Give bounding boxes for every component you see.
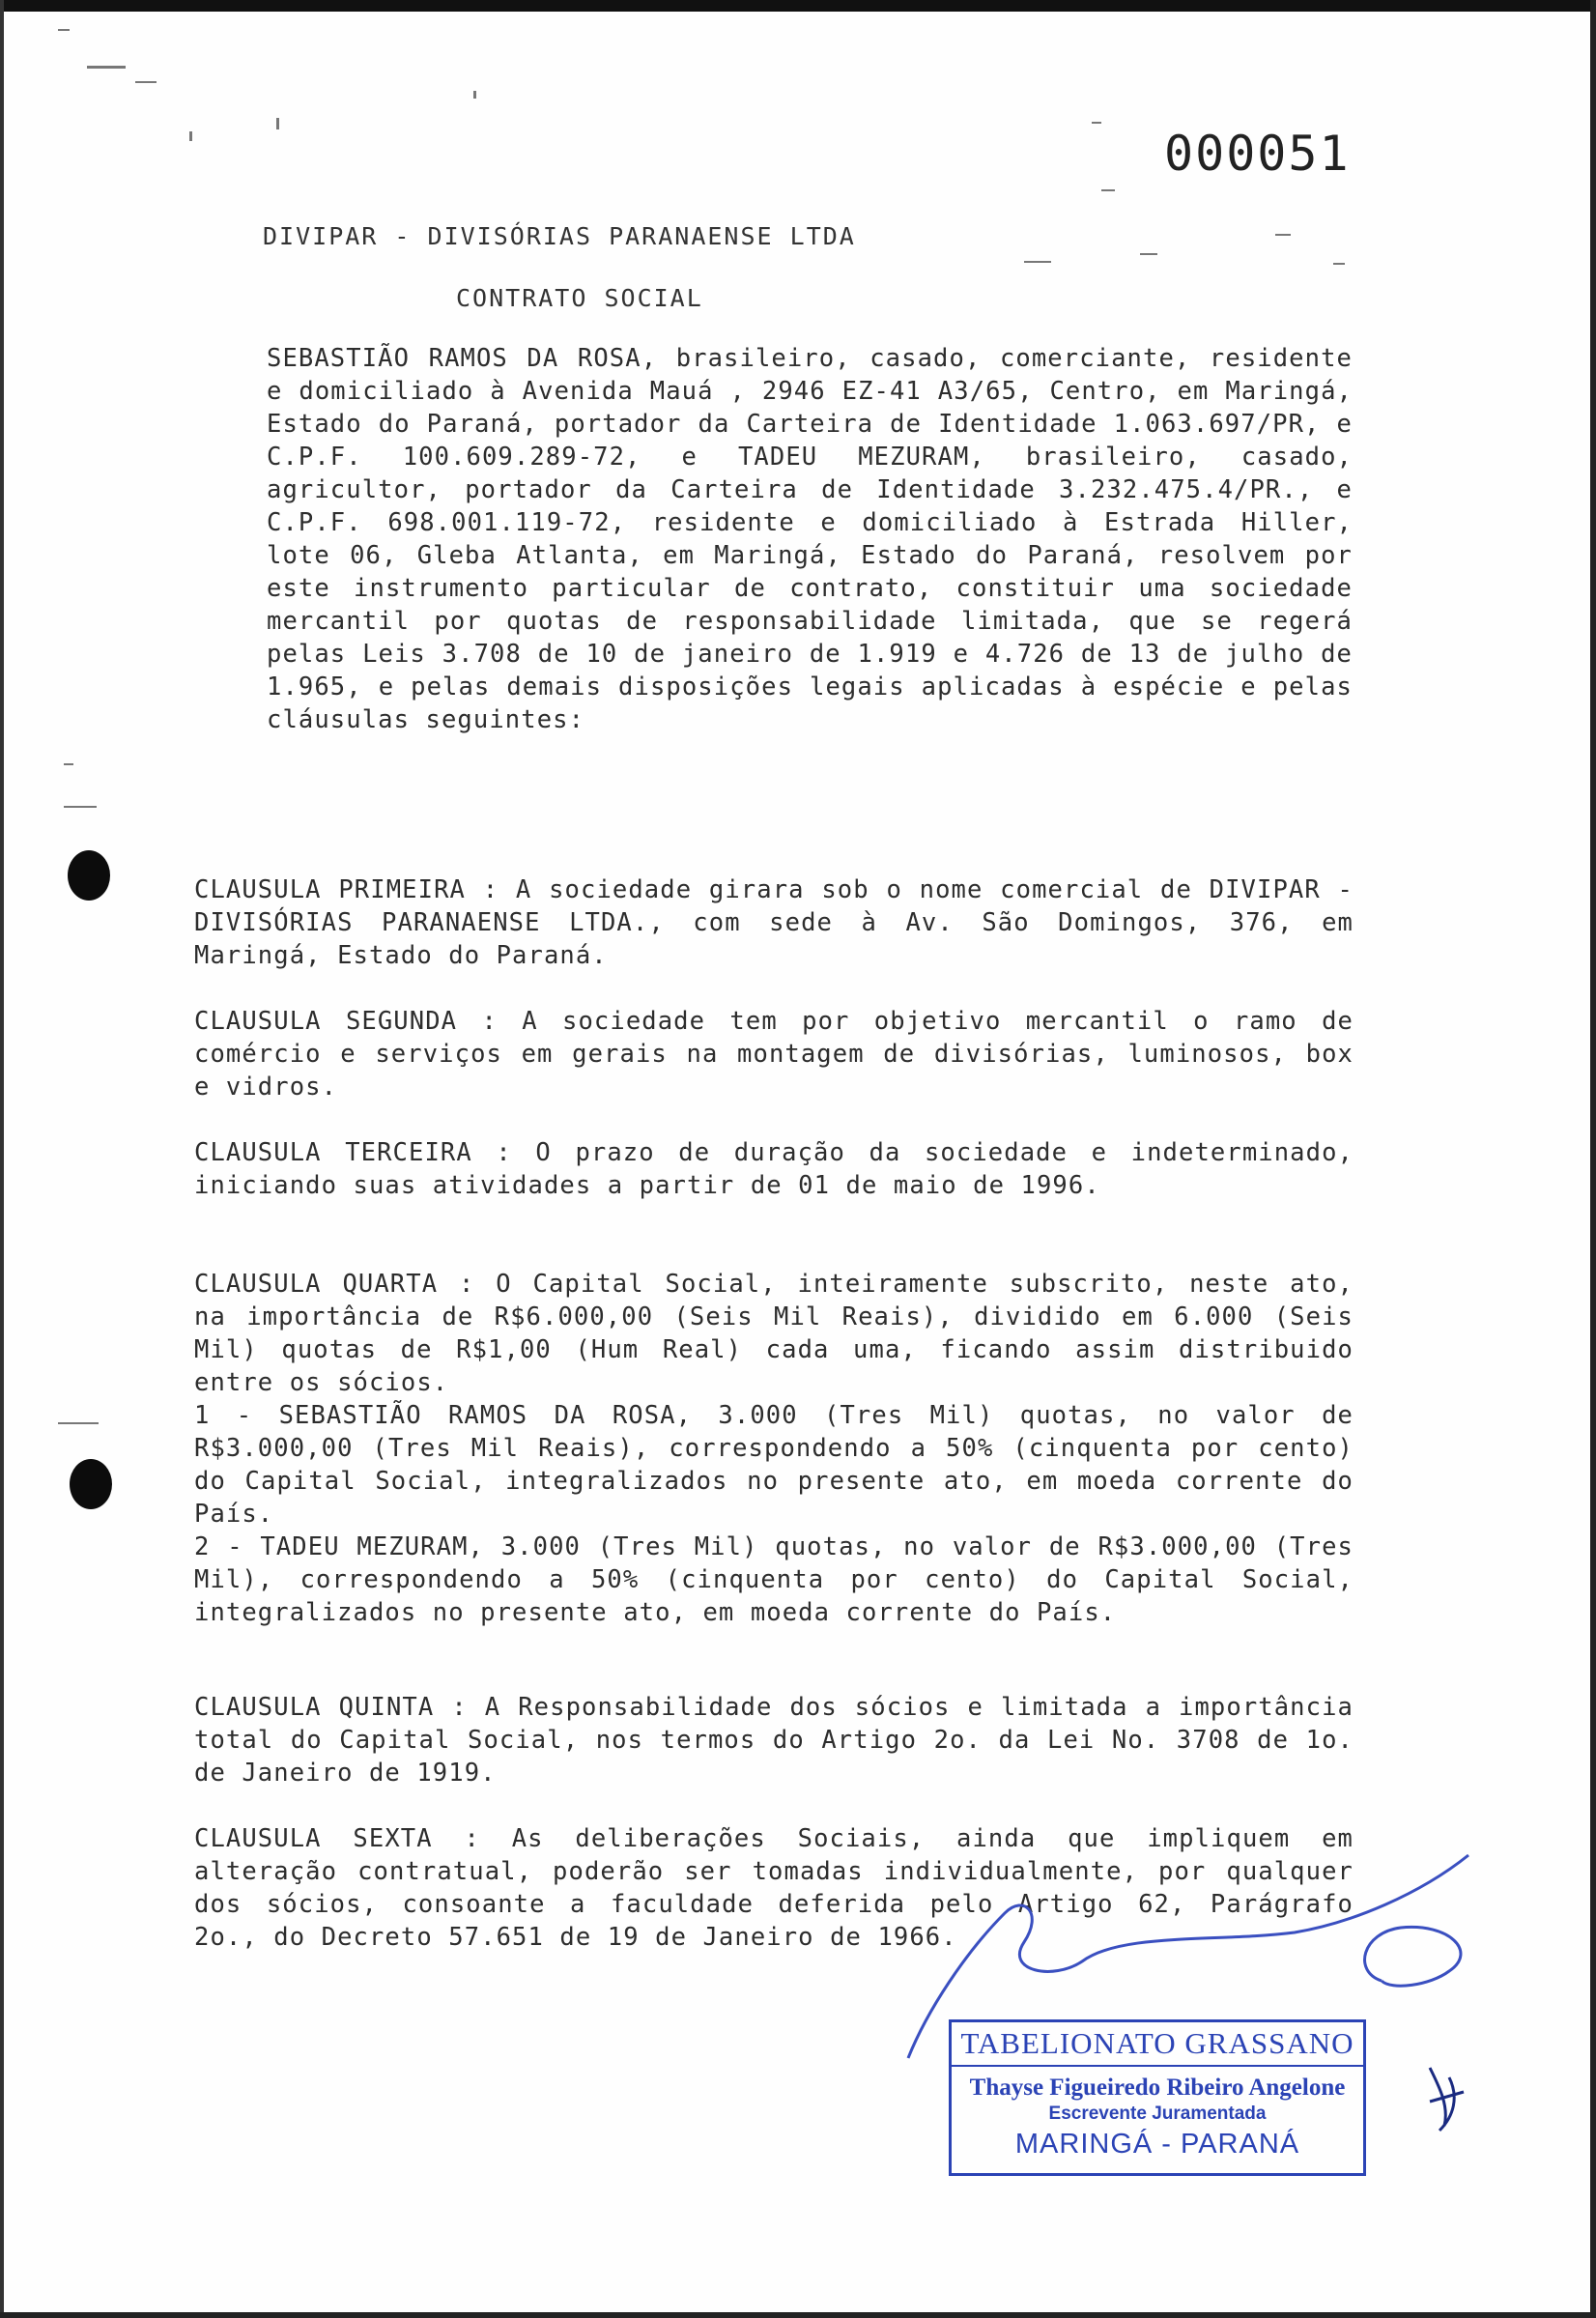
scan-border-top [0, 0, 1596, 12]
stamp-office: TABELIONATO GRASSANO [952, 2026, 1363, 2067]
initials-mark [1430, 2068, 1464, 2131]
scan-speck [1140, 253, 1157, 255]
scan-speck [64, 763, 73, 765]
clause-quarta: CLAUSULA QUARTA : O Capital Social, inteiramente subscrito, neste ato, na importância de R$6.000,00 (Seis Mil Reais), dividido em 6.000 (Seis Mil) quotas de R$1,00 (Hum Real) cada uma, ficando assim distribuido entre os sócios. 1 - SEBASTIÃO RAMOS DA ROSA, 3.000 (Tres Mil) quotas, no valor de R$3.000,00 (Tres Mil Reais), correspondendo a 50% (cinquenta por cento) do Capital Social, integralizados no presente ato, em moeda corrente do País. 2 - TADEU MEZURAM, 3.000 (Tres Mil) quotas, no valor de R$3.000,00 (Tres Mil), correspondendo a 50% (cinquenta por cento) do Capital Social, integralizados no presente ato, em moeda corrente do País. [194, 1270, 1354, 1627]
punch-hole-top [68, 850, 110, 901]
page-number: 000051 [1164, 126, 1351, 182]
intro-paragraph: SEBASTIÃO RAMOS DA ROSA, brasileiro, casado, comerciante, residente e domiciliado à Avenida Mauá , 2946 EZ-41 A3/65, Centro, em Maringá, Estado do Paraná, portador da Carteira de Identidade 1.063.697/PR, e C.P.F. 100.609.289-72, e TADEU MEZURAM, brasileiro, casado, agricultor, portador da Carteira de Identidade 3.232.475.4/PR., e C.P.F. 698.001.119-72, residente e domiciliado à Estrada Hiller, lote 06, Gleba Atlanta, em Maringá, Estado do Paraná, resolvem por este instrumento particular de contrato, constituir uma sociedade mercantil por quotas de responsabilidade limitada, que se regerá pelas Leis 3.708 de 10 de janeiro de 1.919 e 4.726 de 13 de julho de 1.965, e pelas demais disposições legais aplicadas à espécie e pelas cláusulas seguintes: [267, 344, 1353, 734]
company-header: DIVIPAR - DIVISÓRIAS PARANAENSE LTDA [263, 222, 856, 250]
scan-speck [189, 131, 192, 141]
scan-speck [276, 118, 279, 129]
clause-primeira: CLAUSULA PRIMEIRA : A sociedade girara sob o nome comercial de DIVIPAR - DIVISÓRIAS PARANAENSE LTDA., com sede à Av. São Domingos, 376, em Maringá, Estado do Paraná. [194, 875, 1354, 970]
scan-speck [58, 1422, 99, 1424]
scan-border-right [1590, 0, 1596, 2318]
scan-speck [135, 81, 157, 83]
scan-speck [58, 29, 70, 31]
clause-sexta: CLAUSULA SEXTA : As deliberações Sociais, ainda que impliquem em alteração contratual, poderão ser tomadas individualmente, por qualquer dos sócios, consoante a faculdade deferida pelo Artigo 62, Parágrafo 2o., do Decreto 57.651 de 19 de Janeiro de 1966. [194, 1824, 1354, 1952]
stamp-name: Thayse Figueiredo Ribeiro Angelone [969, 2075, 1346, 2101]
scan-speck [1275, 234, 1291, 236]
clause-segunda: CLAUSULA SEGUNDA : A sociedade tem por objetivo mercantil o ramo de comércio e serviços em gerais na montagem de divisórias, luminosos, box e vidros. [194, 1007, 1354, 1102]
punch-hole-bottom [70, 1459, 112, 1509]
stamp-role: Escrevente Juramentada [1048, 2103, 1267, 2124]
scan-speck [1092, 122, 1101, 124]
notary-stamp [949, 2019, 1366, 2176]
scan-border-bottom [0, 2312, 1596, 2318]
stamp-city: MARINGÁ - PARANÁ [1014, 2129, 1300, 2160]
scan-speck [87, 66, 126, 69]
scan-speck [1024, 261, 1051, 263]
scan-speck [1333, 263, 1345, 265]
scan-speck [1101, 189, 1115, 191]
document-title: CONTRATO SOCIAL [456, 284, 703, 312]
notary-flourish [1365, 1927, 1461, 1986]
scan-speck [64, 806, 97, 808]
clause-terceira: CLAUSULA TERCEIRA : O prazo de duração da sociedade e indeterminado, iniciando suas atividades a partir de 01 de maio de 1996. [194, 1138, 1354, 1200]
scan-speck [473, 91, 476, 99]
scan-border-left [0, 0, 4, 2318]
clause-quinta: CLAUSULA QUINTA : A Responsabilidade dos sócios e limitada a importância total do Capital Social, nos termos do Artigo 2o. da Lei No. 3708 de 1o. de Janeiro de 1919. [194, 1693, 1354, 1788]
